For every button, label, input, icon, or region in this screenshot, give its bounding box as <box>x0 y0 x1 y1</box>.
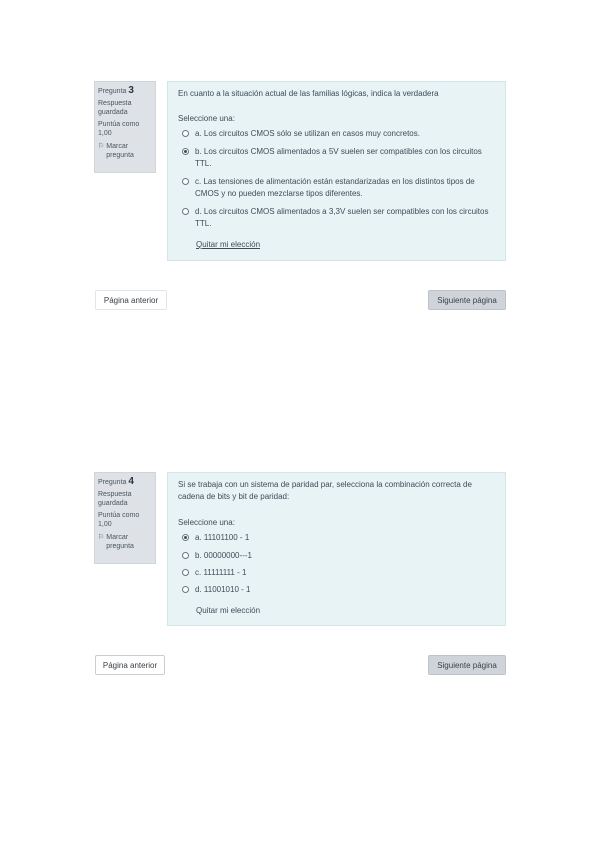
clear-choice-link[interactable]: Quitar mi elección <box>196 606 261 615</box>
answer-option-c[interactable] <box>182 567 495 579</box>
flag-question-link[interactable] <box>98 142 152 160</box>
next-page-button[interactable]: Siguiente página <box>428 290 506 310</box>
question-3-content <box>167 81 506 261</box>
select-label: Seleccione una: <box>178 518 235 527</box>
previous-page-button[interactable]: Página anterior <box>95 655 165 675</box>
radio-button[interactable] <box>182 208 189 215</box>
option-label: a. 11101100 - 1 <box>195 533 250 542</box>
radio-button[interactable] <box>182 586 189 593</box>
radio-button[interactable] <box>182 178 189 185</box>
answer-option-b[interactable] <box>182 550 495 562</box>
question-3-info <box>94 81 156 173</box>
answer-option-d[interactable] <box>182 584 495 596</box>
option-label: c. 11111111 - 1 <box>195 568 247 577</box>
answer-option-a[interactable] <box>182 532 495 544</box>
option-label: a. Los circuitos CMOS sólo se utilizan en casos muy concretos. <box>195 129 420 138</box>
question-score: Puntúa como 1,00 <box>98 512 140 528</box>
radio-button[interactable] <box>182 130 189 137</box>
answer-option-b[interactable] <box>182 146 495 170</box>
question-text: Si se trabaja con un sistema de paridad par, selecciona la combinación correcta de cadena de bits y bit de paridad: <box>178 480 472 501</box>
answer-option-a[interactable] <box>182 128 495 140</box>
select-label: Seleccione una: <box>178 114 235 123</box>
flag-question-link[interactable] <box>98 533 152 551</box>
option-label: b. Los circuitos CMOS alimentados a 5V suelen ser compatibles con los circuitos TTL. <box>195 147 482 168</box>
question-number <box>98 86 152 96</box>
radio-button[interactable] <box>182 148 189 155</box>
flag-icon: ⚐ <box>98 534 105 541</box>
option-label: c. Las tensiones de alimentación están estandarizadas en los distintos tipos de CMOS y no pueden mezclarse tipos diferentes. <box>195 177 475 198</box>
option-label: b. 00000000---1 <box>195 551 252 560</box>
option-label: d. 11001010 - 1 <box>195 585 251 594</box>
question-4-info <box>94 472 156 564</box>
answer-option-c[interactable] <box>182 176 495 200</box>
flag-label: Marcar pregunta <box>106 534 134 550</box>
answer-status: Respuesta guardada <box>98 491 132 507</box>
question-number-value: 4 <box>128 476 134 487</box>
answer-option-d[interactable] <box>182 206 495 230</box>
question-label: Pregunta <box>98 479 127 486</box>
option-label: d. Los circuitos CMOS alimentados a 3,3V suelen ser compatibles con los circuitos TTL. <box>195 207 489 228</box>
question-number-value: 3 <box>128 85 134 96</box>
clear-choice-link[interactable]: Quitar mi elección <box>196 240 261 249</box>
question-text: En cuanto a la situación actual de las familias lógicas, indica la verdadera <box>178 89 439 98</box>
radio-button[interactable] <box>182 534 189 541</box>
flag-icon: ⚐ <box>98 143 105 150</box>
radio-button[interactable] <box>182 569 189 576</box>
question-score: Puntúa como 1,00 <box>98 121 140 137</box>
question-label: Pregunta <box>98 88 127 95</box>
question-number <box>98 477 152 487</box>
next-page-button[interactable]: Siguiente página <box>428 655 506 675</box>
answer-status: Respuesta guardada <box>98 100 132 116</box>
flag-label: Marcar pregunta <box>106 143 134 159</box>
question-4-content <box>167 472 506 626</box>
previous-page-button[interactable]: Página anterior <box>95 290 167 310</box>
radio-button[interactable] <box>182 552 189 559</box>
